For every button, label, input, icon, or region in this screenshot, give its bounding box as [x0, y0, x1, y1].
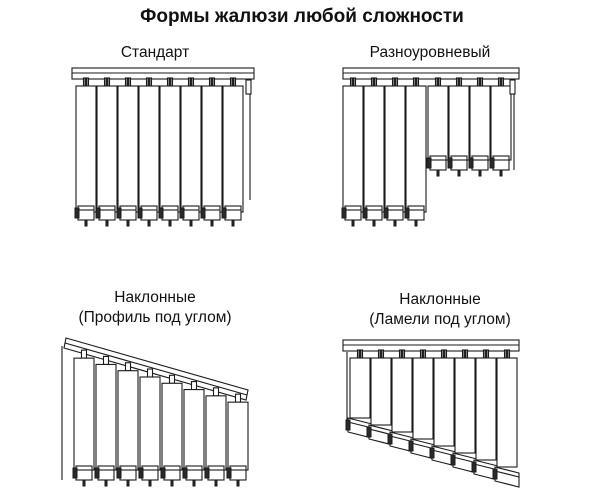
carrier-hook [380, 351, 382, 357]
chain-link [148, 220, 150, 226]
label-multilevel: Разноуровневый [369, 44, 491, 61]
slat-weight [472, 156, 488, 170]
slat [140, 377, 160, 470]
page-title: Формы жалюзи любой сложности [140, 6, 464, 27]
label-sloped-slats-line2: (Ламели под углом) [369, 311, 511, 328]
slat-weight [141, 206, 157, 220]
carrier-hook [394, 79, 396, 85]
slat [160, 86, 180, 212]
chain-link [437, 170, 439, 176]
chain-link [183, 468, 187, 478]
slat-weight [142, 466, 158, 480]
slat [118, 86, 138, 212]
slat [497, 358, 517, 467]
slat [202, 86, 222, 212]
chain-link [211, 220, 213, 226]
carrier-hook [479, 79, 481, 85]
slat-weight [76, 466, 92, 480]
carrier-hook [437, 79, 439, 85]
chain-link [127, 480, 129, 486]
chain-link [232, 220, 234, 226]
slat-weight [387, 206, 403, 220]
chain-link [469, 158, 473, 168]
chain-link [161, 468, 165, 478]
chain-link [85, 220, 87, 226]
slat-weight [183, 206, 199, 220]
chain-link [500, 170, 502, 176]
slat [476, 358, 496, 460]
slat-carrier [82, 350, 87, 358]
carrier-hook [127, 79, 129, 85]
carrier-hook [458, 79, 460, 85]
carrier-hook [500, 79, 502, 85]
slat [350, 358, 370, 418]
chain-link [342, 208, 346, 218]
slat [364, 86, 384, 212]
chain-link [201, 208, 205, 218]
slat [406, 86, 426, 212]
chain-link [139, 468, 143, 478]
chain-link [493, 469, 497, 479]
carrier-hook [506, 351, 508, 357]
chain-link [490, 158, 494, 168]
chain-link [75, 208, 79, 218]
chain-link [73, 468, 77, 478]
carrier-hook [401, 351, 403, 357]
slat-carrier [126, 363, 131, 371]
diagram-sloped-profile [62, 338, 248, 486]
carrier-hook [443, 351, 445, 357]
carrier-hook [106, 79, 108, 85]
chain-link [472, 462, 476, 472]
slat-weight [98, 466, 114, 480]
slat [385, 86, 405, 212]
carrier-hook [415, 79, 417, 85]
slat [392, 358, 412, 432]
slat [413, 358, 433, 439]
slat-carrier [236, 394, 241, 402]
slat [223, 86, 243, 212]
carrier-hook [169, 79, 171, 85]
carrier-hook [359, 351, 361, 357]
diagram-multilevel [342, 68, 519, 226]
slat-short [470, 86, 490, 160]
chain-link [388, 434, 392, 444]
chain-link [415, 220, 417, 226]
chain-link [237, 480, 239, 486]
chain-link [193, 480, 195, 486]
slat-weight [230, 466, 246, 480]
slat-weight [366, 206, 382, 220]
control-head [246, 80, 251, 94]
label-standard: Стандарт [120, 44, 190, 61]
slat-short [428, 86, 448, 160]
slat [76, 86, 96, 212]
chain-link [346, 420, 350, 430]
slat-weight [208, 466, 224, 480]
chain-link [427, 158, 431, 168]
label-sloped-profile-line2: (Профиль под углом) [78, 309, 232, 326]
slat-carrier [214, 388, 219, 396]
carrier-hook [373, 79, 375, 85]
slat-weight [204, 206, 220, 220]
carrier-hook [422, 351, 424, 357]
slat [371, 358, 391, 425]
chain-link [138, 208, 142, 218]
chain-link [451, 455, 455, 465]
slat [139, 86, 159, 212]
chain-link [363, 208, 367, 218]
chain-link [215, 480, 217, 486]
slat-weight [120, 206, 136, 220]
diagram-standard [72, 68, 254, 226]
slat [184, 390, 204, 470]
chain-link [117, 468, 121, 478]
chain-link [190, 220, 192, 226]
label-sloped-profile-line1: Наклонные [114, 289, 196, 306]
slat-carrier [192, 382, 197, 390]
slat [228, 402, 248, 470]
chain-link [96, 208, 100, 218]
carrier-hook [352, 79, 354, 85]
chain-link [227, 468, 231, 478]
slat [97, 86, 117, 212]
chain-link [127, 220, 129, 226]
chain-link [106, 220, 108, 226]
slat-weight [225, 206, 241, 220]
slat-carrier [170, 375, 175, 383]
chain-link [95, 468, 99, 478]
chain-link [479, 170, 481, 176]
slat [181, 86, 201, 212]
slat-carrier [148, 369, 153, 377]
slat-weight [120, 466, 136, 480]
slat-weight [164, 466, 180, 480]
chain-link [352, 220, 354, 226]
chain-link [384, 208, 388, 218]
slat [96, 364, 116, 470]
carrier-hook [485, 351, 487, 357]
chain-link [458, 170, 460, 176]
slat [162, 383, 182, 470]
chain-link [180, 208, 184, 218]
chain-link [169, 220, 171, 226]
slat-weight [186, 466, 202, 480]
slat [118, 371, 138, 470]
chain-link [171, 480, 173, 486]
diagram-sloped-slats [343, 340, 519, 487]
slat [206, 396, 226, 470]
chain-link [83, 480, 85, 486]
carrier-hook [85, 79, 87, 85]
chain-link [117, 208, 121, 218]
slat-weight [493, 156, 509, 170]
carrier-hook [148, 79, 150, 85]
control-head [510, 80, 515, 94]
chain-link [373, 220, 375, 226]
slat [455, 358, 475, 453]
chain-link [159, 208, 163, 218]
carrier-hook [211, 79, 213, 85]
chain-link [430, 448, 434, 458]
slat-short [449, 86, 469, 160]
slat-short [491, 86, 511, 160]
slat-weight [162, 206, 178, 220]
chain-link [409, 441, 413, 451]
chain-link [405, 208, 409, 218]
slat-weight-angled [495, 467, 519, 487]
slat-carrier [104, 356, 109, 364]
chain-link [105, 480, 107, 486]
slat [74, 358, 94, 470]
chain-link [222, 208, 226, 218]
chain-link [205, 468, 209, 478]
slat-weight [345, 206, 361, 220]
carrier-hook [464, 351, 466, 357]
chain-link [448, 158, 452, 168]
slat-weight [451, 156, 467, 170]
slat-weight [99, 206, 115, 220]
slat-weight [430, 156, 446, 170]
chain-link [394, 220, 396, 226]
chain-link [367, 427, 371, 437]
label-sloped-slats-line1: Наклонные [399, 291, 481, 308]
carrier-hook [232, 79, 234, 85]
chain-link [149, 480, 151, 486]
slat-weight [78, 206, 94, 220]
slat [434, 358, 454, 446]
slat-weight [408, 206, 424, 220]
carrier-hook [190, 79, 192, 85]
slat [343, 86, 363, 212]
